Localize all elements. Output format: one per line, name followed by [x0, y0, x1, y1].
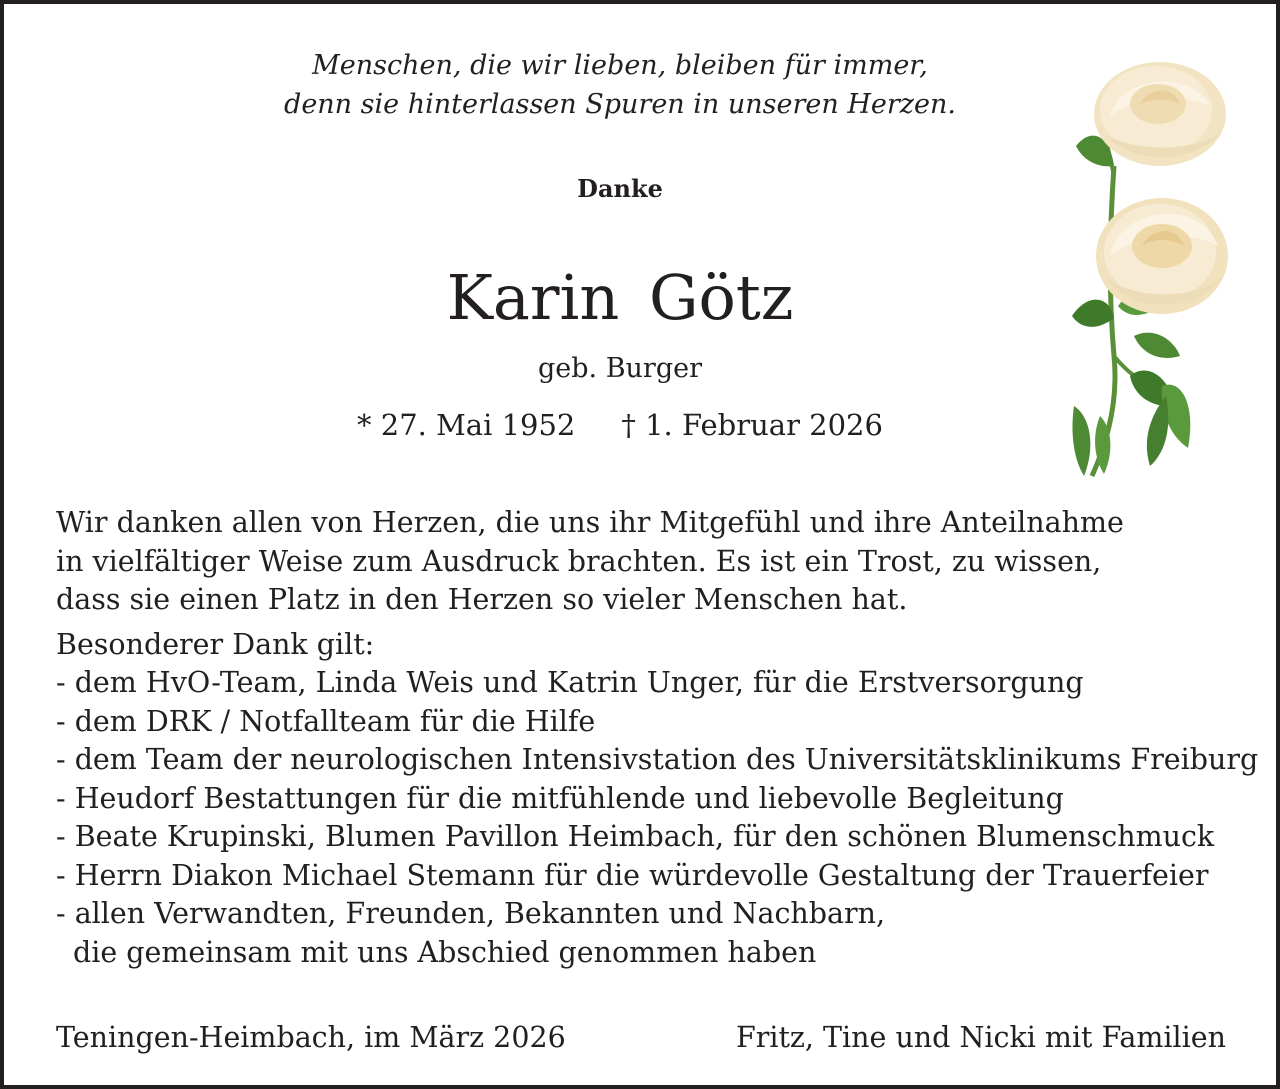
thanks-item: - dem HvO-Team, Linda Weis und Katrin Unger, für die Erstversorgung [56, 666, 1084, 699]
thanks-line: in vielfältiger Weise zum Ausdruck brachten. Es ist ein Trost, zu wissen, [56, 544, 1102, 578]
place-date: Teningen-Heimbach, im März 2026 [56, 1021, 566, 1054]
birth-date: * 27. Mai 1952 [357, 408, 576, 442]
white-roses-image [1070, 56, 1236, 481]
poem-line-2: denn sie hinterlassen Spuren in unseren Herzen. [284, 89, 956, 120]
life-dates [4, 405, 1236, 445]
special-thanks-heading: Besonderer Dank gilt: [56, 627, 375, 661]
poem-line-1: Menschen, die wir lieben, bleiben für immer, [312, 50, 928, 81]
thanks-text [56, 504, 1259, 972]
thanks-line: Wir danken allen von Herzen, die uns ihr Mitgefühl und ihre Anteilnahme [56, 506, 1124, 539]
poem-quote [4, 46, 1236, 124]
thanks-item: - dem Team der neurologischen Intensivstation des Universitätsklinikums Freiburg [56, 743, 1259, 776]
thanks-line: dass sie einen Platz in den Herzen so vieler Menschen hat. [56, 583, 908, 616]
maiden-name: geb. Burger [537, 353, 703, 384]
thanks-item: - Herrn Diakon Michael Stemann für die würdevolle Gestaltung der Trauerfeier [56, 858, 1209, 892]
thanks-item-continuation: die gemeinsam mit uns Abschied genommen haben [73, 935, 817, 969]
deceased-name: Karin Götz [446, 261, 794, 334]
thanks-item: - allen Verwandten, Freunden, Bekannten und Nachbarn, [56, 897, 886, 930]
signature: Fritz, Tine und Nicki mit Familien [735, 1021, 1226, 1054]
heading-danke: Danke [577, 174, 663, 203]
thanks-item: - Heudorf Bestattungen für die mitfühlende und liebevolle Begleitung [56, 781, 1064, 815]
thanks-item: - Beate Krupinski, Blumen Pavillon Heimbach, für den schönen Blumenschmuck [56, 820, 1215, 853]
thanks-item: - dem DRK / Notfallteam für die Hilfe [56, 704, 596, 738]
death-date: † 1. Februar 2026 [621, 408, 883, 442]
